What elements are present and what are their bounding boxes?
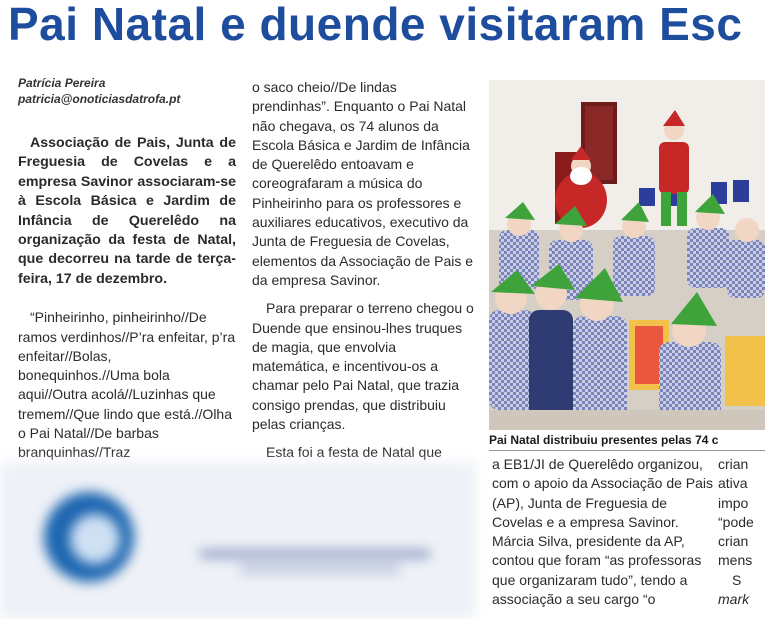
article-column-2 <box>252 78 474 463</box>
caption-divider <box>489 450 765 451</box>
ad-subtitle-blur <box>200 550 430 558</box>
article-column-4 <box>718 455 765 609</box>
body-paragraph: o saco cheio//De lindas prendinhas”. Enquanto o Pai Natal não chegava, os 74 alunos da Escola Básica e Jardim de Infância de Querelêdo entoavam e coreografaram a música do Pinheirinho para os professores e auxiliares educativos, executivo da Junta de Freguesia de Covelas, elementos da Associação de Pais e da empresa Savinor. <box>252 79 474 288</box>
column-line: crian <box>718 456 749 472</box>
column-line: mark <box>718 591 750 608</box>
body-paragraph: Esta foi a festa de Natal que <box>266 444 442 461</box>
ad-logo-inner <box>70 514 120 564</box>
column-line: “pode <box>718 513 754 530</box>
column-line: S <box>732 571 742 588</box>
blurred-advertisement <box>0 462 476 619</box>
headline: Pai Natal e duende visitaram Esc <box>8 0 743 50</box>
ad-subtitle-blur <box>240 566 400 572</box>
article-photo <box>489 80 765 430</box>
body-paragraph: “Pinheirinho, pinheirinho//De ramos verdinhos//P’ra enfeitar, p’ra enfeitar//Bolas, bonequinhos.//Uma bola aqui//Outra acolá//Luzinhas que tremem//Que lindo que está.//Olha o Pai Natal//De barbas branquinhas//Traz <box>18 309 236 461</box>
photo-caption: Pai Natal distribuiu presentes pelas 74 c <box>489 433 719 447</box>
lead-paragraph: Associação de Pais, Junta de Freguesia de Covelas e a empresa Savinor associaram-se à Escola Básica e Jardim de Infância de Querelêdo na organização da festa de Natal, que decorreu na tarde de terça-feira, 17 de dezembro. <box>18 135 236 287</box>
column-line: ativa <box>718 475 748 492</box>
column-line: impo <box>718 494 749 511</box>
column-line: crian <box>718 533 749 550</box>
body-paragraph: Para preparar o terreno chegou o Duende que ensinou-lhes truques de magia, que envolvia matemática, e incentivou-os a chamar pelo Pai Natal, que trazia consigo prendas, que distribuiu pelas crianças. <box>252 300 474 433</box>
byline-author: Patrícia Pereira <box>18 76 106 90</box>
body-paragraph: a EB1/JI de Querelêdo organizou, com o apoio da Associação de Pais (AP), Junta de Freguesia de Covelas e a empresa Savinor. Márcia Silva, presidente da AP, contou que foram “as professoras que organizaram tudo”, tendo a associação a seu cargo “o <box>492 456 714 608</box>
article-column-3 <box>492 455 714 609</box>
column-line: mens <box>718 552 753 569</box>
article-column-1 <box>18 134 236 463</box>
byline-email: patricia@onoticiasdatrofa.pt <box>18 92 181 106</box>
